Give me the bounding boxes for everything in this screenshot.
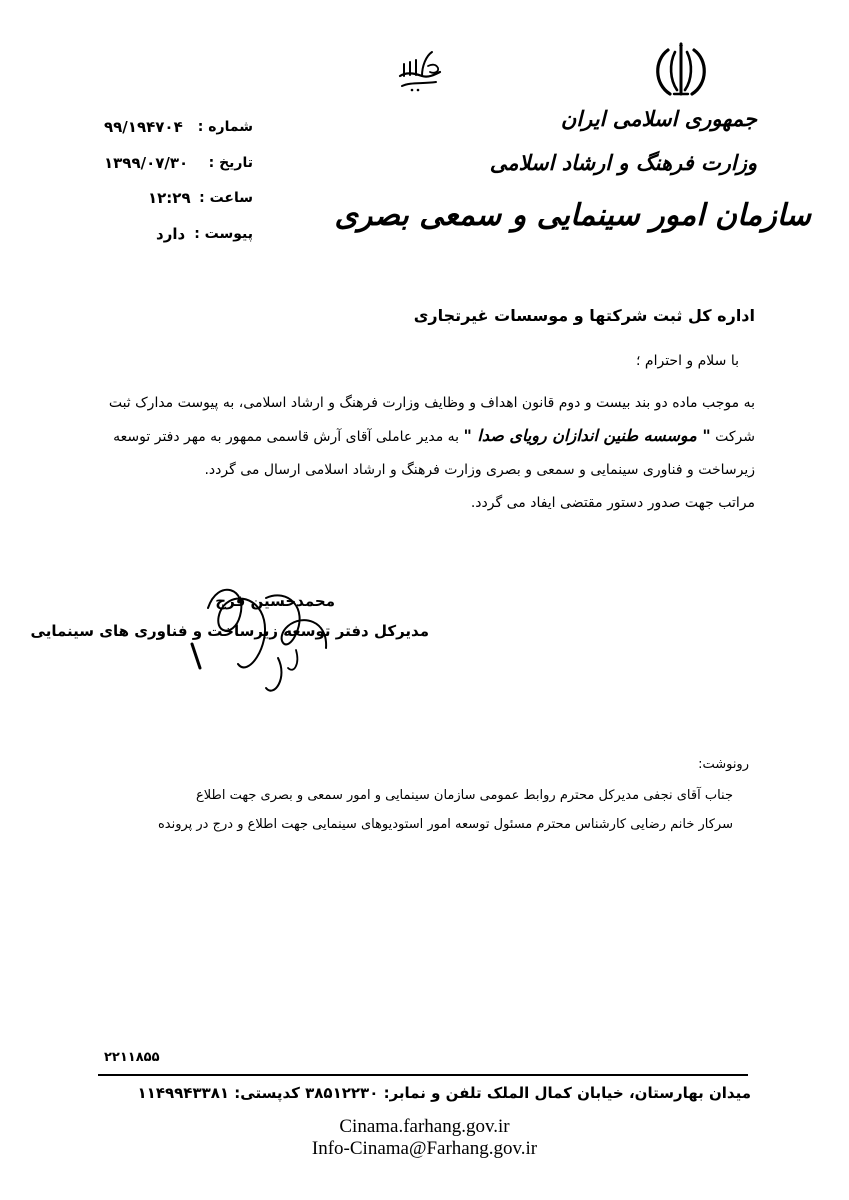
company-name: " موسسه طنین اندازان رویای صدا " (463, 426, 711, 445)
body-line-3: زیرساخت و فناوری سینمایی و سمعی و بصری وزارت فرهنگ و ارشاد اسلامی ارسال می گردد. (204, 462, 755, 478)
date-label: تاریخ : (208, 155, 253, 171)
date-value: ۱۳۹۹/۰۷/۳۰ (104, 154, 189, 172)
number-value: ۹۹/۱۹۴۷۰۴ (104, 118, 183, 136)
body-line-4: مراتب جهت صدور دستور مقتضی ایفاد می گردد. (470, 495, 755, 511)
cc-title: رونوشت: (698, 757, 749, 772)
attachment-label: پیوست : (194, 226, 253, 242)
number-label: شماره : (197, 119, 253, 135)
basmala-calligraphy (392, 42, 446, 98)
recipient-heading: اداره کل ثبت شرکتها و موسسات غیرتجاری (413, 306, 755, 325)
iran-emblem-icon (648, 42, 714, 98)
signer-name: محمدحسین فرج (215, 592, 335, 610)
company-prefix: شرکت (715, 429, 755, 445)
time-label: ساعت : (199, 190, 253, 206)
attachment-value: دارد (156, 225, 186, 243)
org-line-1: جمهوری اسلامی ایران (560, 106, 757, 131)
cc-line: جناب آقای نجفی مدیرکل محترم روابط عمومی سازمان سینمایی و امور سمعی و بصری جهت اطلاع (196, 788, 733, 803)
website-link[interactable]: Cinama.farhang.gov.ir (339, 1116, 510, 1137)
cc-line: سرکار خانم رضایی کارشناس محترم مسئول توسعه امور استودیوهای سینمایی جهت اطلاع و درج در پرونده (157, 817, 733, 832)
footer-address: میدان بهارستان، خیابان کمال الملک تلفن و نمابر: ۳۸۵۱۲۲۳۰ کدپستی: ۱۱۴۹۹۴۳۳۸۱ (137, 1084, 751, 1102)
body-line-1: به موجب ماده دو بند بیست و دوم قانون اهداف و وظایف وزارت فرهنگ و ارشاد اسلامی، به پیوست مدارک ثبت (108, 395, 755, 411)
company-suffix: به مدیر عاملی آقای آرش قاسمی ممهور به مهر دفتر توسعه (113, 429, 460, 445)
signer-title: مدیرکل دفتر توسعه زیرساخت و فناوری های سینمایی (30, 622, 429, 640)
org-line-3: سازمان امور سینمایی و سمعی بصری (334, 198, 811, 233)
footer-divider (98, 1074, 748, 1076)
email-link[interactable]: Info-Cinama@Farhang.gov.ir (311, 1138, 538, 1159)
handwritten-signature (178, 568, 368, 708)
org-line-2: وزارت فرهنگ و ارشاد اسلامی (489, 150, 757, 175)
document-id: ۲۲۱۱۸۵۵ (104, 1050, 160, 1065)
body-line-2 (75, 428, 755, 444)
greeting: با سلام و احترام ؛ (636, 353, 739, 369)
time-value: ۱۲:۲۹ (148, 189, 191, 207)
